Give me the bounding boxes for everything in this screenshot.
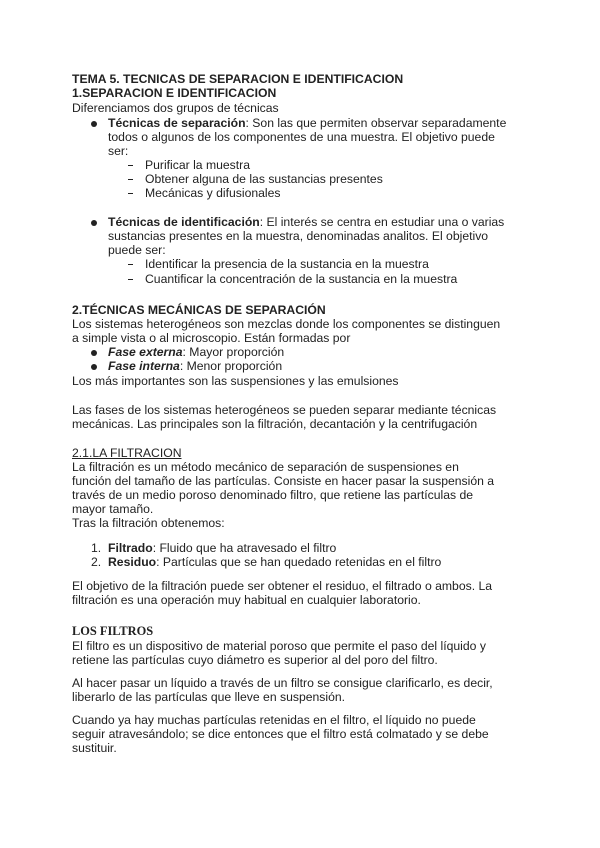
separation-techniques-text: : Son las que permiten observar separadamente: [245, 116, 507, 130]
section-2-1-heading: 2.1.LA FILTRACION: [72, 446, 182, 460]
result-term: Residuo: [108, 555, 157, 569]
dash-icon: [128, 165, 133, 166]
separation-techniques-term: Técnicas de separación: [108, 116, 246, 130]
section-1-intro: Diferenciamos dos grupos de técnicas: [72, 101, 279, 115]
filters-paragraph-line: El filtro es un dispositivo de material poroso que permite el paso del líquido y: [72, 639, 486, 653]
phase-item: [108, 359, 282, 373]
result-term: Filtrado: [108, 541, 153, 555]
separation-goal-item: Obtener alguna de las sustancias presentes: [145, 172, 383, 186]
result-text: : Fluido que ha atravesado el filtro: [152, 541, 337, 555]
filters-paragraph-line: liberarlo de las partículas que lleve en suspensión.: [72, 690, 346, 704]
filtration-paragraph-line: El objetivo de la filtración puede ser obtener el residuo, el filtrado o ambos. La: [72, 579, 493, 593]
filters-paragraph-line: Cuando ya hay muchas partículas retenidas en el filtro, el líquido no puede: [72, 713, 476, 727]
separation-techniques-line-2: todos o algunos de los componentes de una muestra. El objetivo puede: [108, 130, 495, 144]
filtration-paragraph-line: La filtración es un método mecánico de separación de suspensiones en: [72, 460, 459, 474]
filtration-paragraph-line: través de un medio poroso denominado filtro, que retiene las partículas de: [72, 488, 474, 502]
dash-icon: [128, 179, 133, 180]
section-2-paragraph-line: mecánicas. Las principales son la filtración, decantación y la centrifugación: [72, 417, 478, 431]
filtration-paragraph-line: función del tamaño de las partículas. Consiste en hacer pasar la suspensión a: [72, 474, 495, 488]
bullet-icon: [91, 364, 97, 370]
identification-techniques-line-2: sustancias presentes en la muestra, denominadas analitos. El objetivo: [108, 229, 489, 243]
separation-techniques-line-1: [108, 116, 506, 130]
filters-paragraph-line: seguir atravesándolo; se dice entonces que el filtro está colmatado y se debe: [72, 727, 489, 741]
separation-goal-item: Mecánicas y difusionales: [145, 186, 281, 200]
separation-techniques-line-3: ser:: [108, 144, 129, 158]
phase-term: Fase interna: [108, 359, 180, 373]
section-2-paragraph-line: a simple vista o al microscopio. Están formadas por: [72, 331, 351, 345]
identification-goal-item: Cuantificar la concentración de la sustancia en la muestra: [145, 272, 458, 286]
identification-techniques-text: : El interés se centra en estudiar una o varias: [259, 215, 505, 229]
identification-goal-item: Identificar la presencia de la sustancia en la muestra: [145, 257, 429, 271]
identification-techniques-term: Técnicas de identificación: [108, 215, 260, 229]
result-item: [108, 541, 336, 555]
document-title: TEMA 5. TECNICAS DE SEPARACION E IDENTIFICACION: [72, 72, 404, 86]
dash-icon: [128, 264, 133, 265]
result-text: : Partículas que se han quedado retenidas en el filtro: [156, 555, 442, 569]
result-item: [108, 555, 441, 569]
section-1-heading: 1.SEPARACION E IDENTIFICACION: [72, 86, 277, 100]
filters-paragraph-line: retiene las partículas cuyo diámetro es superior al del poro del filtro.: [72, 653, 438, 667]
filtration-paragraph-line: filtración es una operación muy habitual en cualquier laboratorio.: [72, 593, 421, 607]
phase-term: Fase externa: [108, 345, 183, 359]
section-2-paragraph-line: Los más importantes son las suspensiones y las emulsiones: [72, 374, 399, 388]
phase-text: : Menor proporción: [179, 359, 283, 373]
section-2-heading: 2.TÉCNICAS MECÁNICAS DE SEPARACIÓN: [72, 303, 326, 317]
phase-item: [108, 345, 284, 359]
bullet-icon: [91, 220, 97, 226]
filtration-paragraph-line: Tras la filtración obtenemos:: [72, 516, 225, 530]
result-number: 1.: [91, 541, 102, 555]
filters-paragraph-line: sustituir.: [72, 741, 117, 755]
dash-icon: [128, 279, 133, 280]
filters-heading: LOS FILTROS: [72, 624, 154, 638]
dash-icon: [128, 193, 133, 194]
identification-techniques-line-3: puede ser:: [108, 243, 166, 257]
section-2-paragraph-line: Las fases de los sistemas heterogéneos se pueden separar mediante técnicas: [72, 403, 497, 417]
phase-text: : Mayor proporción: [182, 345, 285, 359]
bullet-icon: [91, 350, 97, 356]
identification-techniques-line-1: [108, 215, 504, 229]
result-number: 2.: [91, 555, 102, 569]
section-2-paragraph-line: Los sistemas heterogéneos son mezclas donde los componentes se distinguen: [72, 317, 501, 331]
filters-paragraph-line: Al hacer pasar un líquido a través de un filtro se consigue clarificarlo, es decir,: [72, 676, 493, 690]
bullet-icon: [91, 121, 97, 127]
filtration-paragraph-line: mayor tamaño.: [72, 502, 154, 516]
separation-goal-item: Purificar la muestra: [145, 158, 250, 172]
